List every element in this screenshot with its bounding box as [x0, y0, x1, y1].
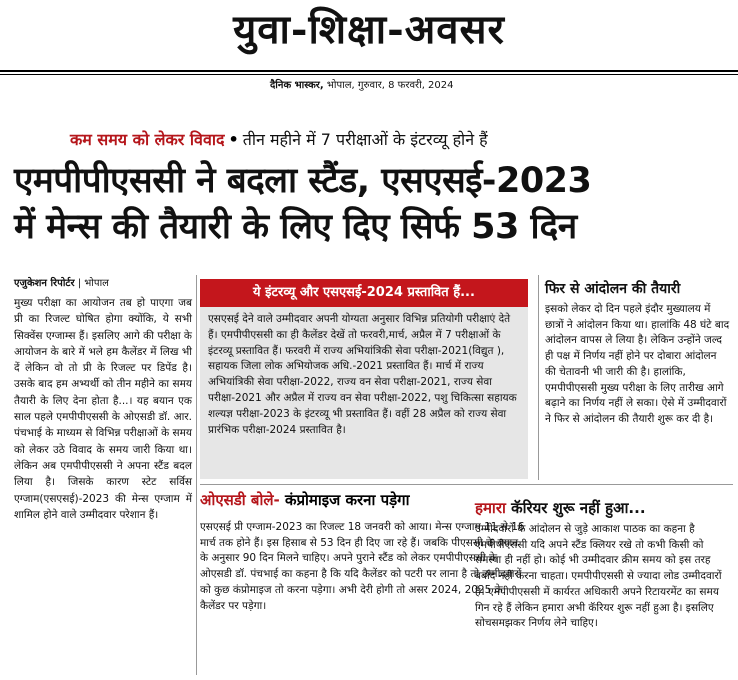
column-divider-2 [538, 275, 539, 480]
headline-line1: एमपीपीएससी ने बदला स्टैंड, एसएसई-2023 [14, 161, 592, 201]
byline-place: | भोपाल [74, 278, 109, 289]
byline-reporter: एजुकेशन रिपोर्टर [14, 278, 75, 289]
kicker-dot: • [228, 130, 239, 149]
career-title-red: हमारा [475, 499, 506, 517]
osd-body: एसएसई प्री एग्जाम-2023 का रिजल्ट 18 जनवरी को आया। मेन्स एग्जाम 11 से 16 मार्च तक होने हैं। इस हिसाब से 53 दिन ही दिए जा रहे हैं। जबकि पीएससी के बयान के अनुसार 90 दिन मिलने चाहिए। अपने पुराने स्टैंड को लेकर एमपीपीएससी के ओएसडी डॉ. पंचभाई का कहना है कि यदि कैलेंडर को पटरी पर लाना है तो उम्मीदवारों को कुछ कंप्रोमाइज तो करना पड़ेगा। अभी देरी होगी तो असर 2024, 2025 के कैलेंडर पर पड़ेगा। [200, 521, 525, 612]
masthead-title: युवा-शिक्षा-अवसर [233, 6, 505, 53]
dateline [0, 70, 738, 96]
career-title [475, 498, 646, 518]
proposed-interviews-box [200, 279, 528, 479]
dateline-rule-thin [0, 74, 738, 75]
column-divider-1 [196, 275, 197, 675]
kicker [70, 128, 720, 150]
kicker-rest: तीन महीने में 7 परीक्षाओं के इंटरव्यू होने हैं [242, 130, 488, 149]
agitation-body: इसको लेकर दो दिन पहले इंदौर मुख्यालय में छात्रों ने आंदोलन किया था। हालांकि 48 घंटे बाद आंदोलन वापस ले लिया है। लेकिन उन्होंने जल्द ही पक्ष में निर्णय नहीं होने पर दोबारा आंदोलन की चेतावनी भी जारी की है। हालांकि, एमपीपीएससी मुख्य परीक्षा के लिए तारीख आगे बढ़ाने का निर्णय नहीं ले सका। ऐसे में उम्मीदवारों ने फिर से आंदोलन की तैयारी शुरू कर दी है। [545, 303, 730, 425]
box-body: एसएसई देने वाले उम्मीदवार अपनी योग्यता अनुसार विभिन्न प्रतियोगी परीक्षाएं देते हैं। एमपीपीएससी का ही कैलेंडर देखें तो फरवरी,मार्च, अप्रैल में 7 परीक्षाओं के इंटरव्यू प्रस्तावित हैं। फरवरी में राज्य अभियांत्रिकी सेवा परीक्षा-2021(विद्युत ), सहायक जिला लोक अभियोजक अधि.-2021 प्रस्तावित हैं। मार्च में राज्य अभियांत्रिकी सेवा परीक्षा-2022, राज्य वन सेवा परीक्षा-2021, राज्य सेवा परीक्षा-2021 और अप्रैल में राज्य वन सेवा परीक्षा-2022, पशु चिकित्सा सहायक शल्यज्ञ परीक्षा-2023 के इंटरव्यू भी प्रस्तावित हैं। वहीं 28 अप्रैल को राज्य सेवा प्रारंभिक परीक्षा-2024 प्रस्तावित है। [208, 313, 517, 436]
section-divider [200, 484, 733, 485]
byline [14, 275, 109, 289]
headline [14, 158, 734, 250]
osd-title-black: कंप्रोमाइज करना पड़ेगा [279, 491, 410, 509]
kicker-red: कम समय को लेकर विवाद [70, 130, 225, 149]
dateline-rule [0, 70, 738, 72]
dateline-rest: भोपाल, गुरुवार, 8 फरवरी, 2024 [323, 80, 454, 91]
dateline-text [270, 77, 454, 91]
agitation-title: फिर से आंदोलन की तैयारी [545, 281, 681, 297]
article-column-1: मुख्य परीक्षा का आयोजन तब हो पाएगा जब प्री का रिजल्ट घोषित होगा क्योंकि, ये सभी सिक्वेंस एग्जाम्स हैं। इसलिए आगे की परीक्षा के आयोजन के बारे में भले हम कैलेंडर में लिख भी दें लेकिन वो तो प्री के रिजल्ट पर डिपेंड है। उसके बाद हम अभ्यर्थी को तीन महीने का समय तैयारी के लिए देना होता है...। यह बयान एक साल पहले एमपीपीएससी के ओएसडी डॉ. आर. पंचभाई के माध्यम से विभिन्न परीक्षाओं के समय को लेकर उठे विवाद के समय जारी किया था। लेकिन अब एमपीपीएससी ने अपना स्टैंड बदल लिया है। जिसके कारण स्टेट सर्विस एग्जाम(एसएसई)-2023 की मेन्स एग्जाम में शामिल होने वाले उम्मीदवार परेशान हैं। [14, 297, 192, 521]
box-title: ये इंटरव्यू और एसएसई-2024 प्रस्तावित हैं... [200, 279, 528, 307]
headline-line2: में मेन्स की तैयारी के लिए दिए सिर्फ 53 दिन [14, 207, 577, 247]
dateline-brand: दैनिक भास्कर, [270, 80, 324, 91]
career-title-black: कॅरियर शुरू नहीं हुआ... [505, 499, 646, 517]
osd-title-red: ओएसडी बोले- [200, 491, 280, 509]
masthead [0, 0, 738, 72]
career-body: उम्मीदवारों के आंदोलन से जुड़े आकाश पाठक का कहना है एमपीपीएससी यदि अपने स्टैंड क्लियर रखे तो कभी किसी को समस्या ही नहीं हो। कोई भी उम्मीदवार क्रीम समय को इस तरह बर्बाद नहीं करना चाहता। एमपीपीएससी से ज्यादा लोड उम्मीदवारों है। एमपीपीएससी में कार्यरत अधिकारी अपने रिटायरमेंट का समय गिन रहे हैं लेकिन हमारा अभी कॅरियर शुरू नहीं हुआ है। इसलिए सोचसमझकर निर्णय लेने चाहिए। [475, 523, 722, 630]
